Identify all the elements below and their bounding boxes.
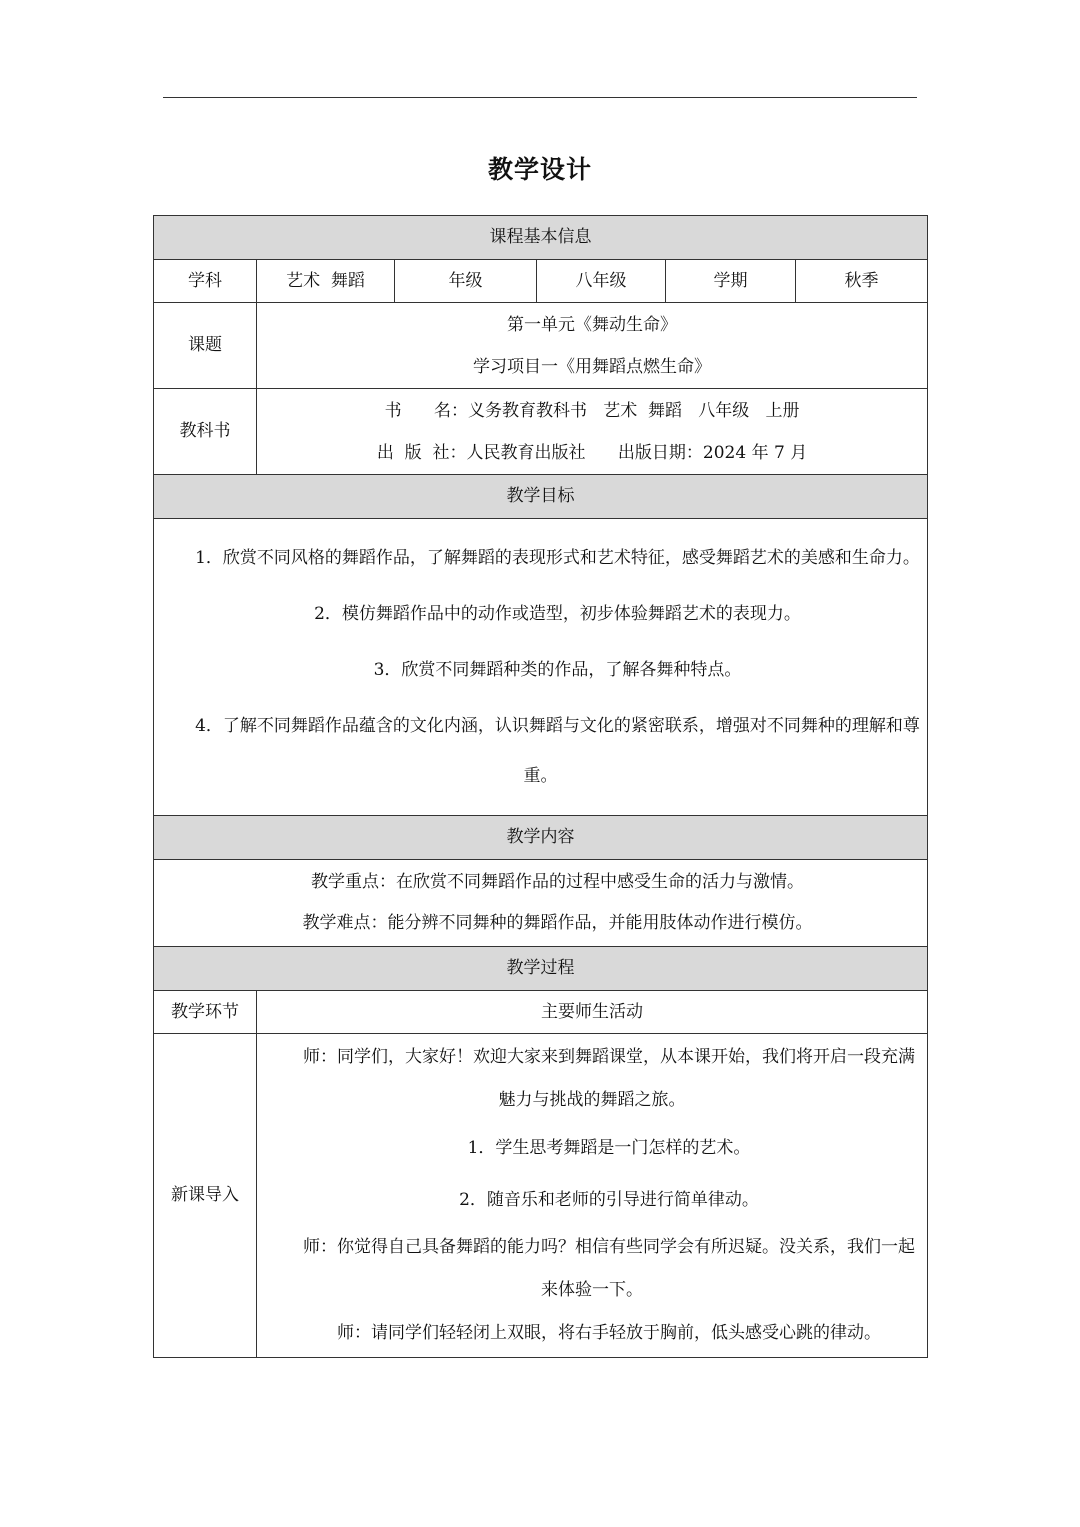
key-point: 教学重点：在欣赏不同舞蹈作品的过程中感受生命的活力与激情。 [311, 872, 805, 892]
topic-project: 学习项目一《用舞蹈点燃生命》 [473, 356, 712, 377]
objectives-header: 教学目标 [154, 475, 928, 519]
objective-item: 1．欣赏不同风格的舞蹈作品，了解舞蹈的表现形式和艺术特征，感受舞蹈艺术的美感和生命力。 [195, 548, 920, 568]
topic-label: 课题 [154, 303, 257, 389]
term-value: 秋季 [796, 260, 928, 303]
objective-item: 3．欣赏不同舞蹈种类的作品，了解各舞种特点。 [373, 660, 742, 680]
activity-paragraph: 2．随音乐和老师的引导进行简单律动。 [459, 1190, 759, 1210]
grade-value: 八年级 [537, 260, 666, 303]
textbook-label: 教科书 [154, 389, 257, 475]
document-title: 教学设计 [487, 155, 592, 184]
basic-info-header: 课程基本信息 [154, 216, 928, 260]
header-rule [163, 97, 917, 98]
objective-item: 4．了解不同舞蹈作品蕴含的文化内涵，认识舞蹈与文化的紧密联系，增强对不同舞种的理解和尊重。 [195, 716, 920, 786]
subject-value: 艺术 舞蹈 [257, 260, 395, 303]
topic-value [257, 303, 928, 389]
activity-paragraph: 师：同学们，大家好！欢迎大家来到舞蹈课堂，从本课开始，我们将开启一段充满魅力与挑战的舞蹈之旅。 [303, 1047, 916, 1110]
activity-paragraph: 师：你觉得自己具备舞蹈的能力吗？相信有些同学会有所迟疑。没关系，我们一起来体验一下。 [303, 1237, 916, 1300]
topic-unit: 第一单元《舞动生命》 [507, 314, 678, 335]
grade-label: 年级 [395, 260, 537, 303]
textbook-name: 书 名：义务教育教科书 艺术 舞蹈 八年级 上册 [384, 400, 800, 421]
lesson-plan-table [153, 215, 928, 1358]
objective-item: 2．模仿舞蹈作品中的动作或造型，初步体验舞蹈艺术的表现力。 [314, 604, 801, 624]
intro-activities [257, 1034, 928, 1358]
textbook-publisher: 出 版 社：人民教育出版社 出版日期：2024 年 7 月 [376, 442, 808, 463]
content-body [154, 860, 928, 947]
objectives-list [154, 519, 928, 816]
textbook-value [257, 389, 928, 475]
content-header: 教学内容 [154, 816, 928, 860]
difficulty-point: 教学难点：能分辨不同舞种的舞蹈作品，并能用肢体动作进行模仿。 [302, 913, 813, 933]
intro-stage-label: 新课导入 [154, 1034, 257, 1358]
stage-column-header: 教学环节 [154, 991, 257, 1034]
activity-paragraph: 1．学生思考舞蹈是一门怎样的艺术。 [467, 1138, 751, 1158]
activity-paragraph: 师：请同学们轻轻闭上双眼，将右手轻放于胸前，低头感受心跳的律动。 [337, 1323, 882, 1343]
subject-label: 学科 [154, 260, 257, 303]
activity-column-header: 主要师生活动 [257, 991, 928, 1034]
process-header: 教学过程 [154, 947, 928, 991]
term-label: 学期 [666, 260, 796, 303]
